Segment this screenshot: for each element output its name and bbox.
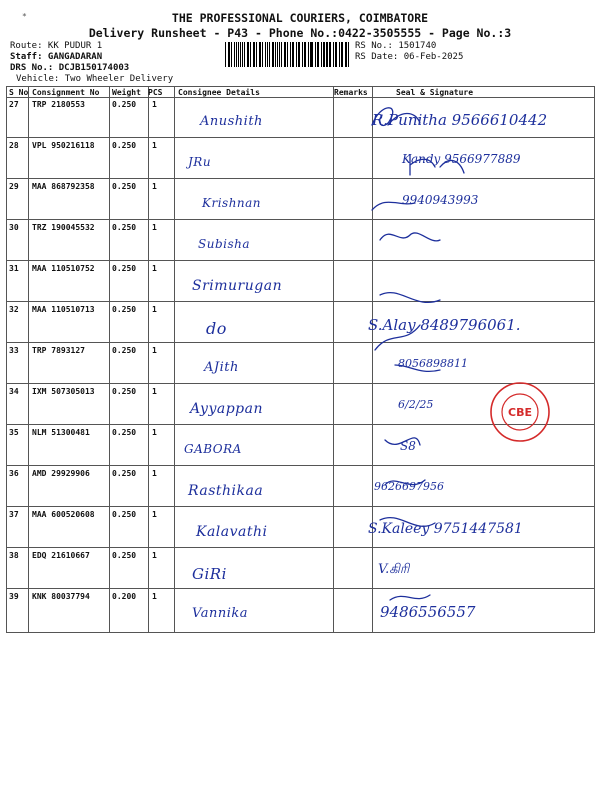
signature-scribbles bbox=[360, 95, 595, 635]
row-consignee-handwriting: Vannika bbox=[192, 606, 248, 621]
barcode-bar bbox=[311, 42, 312, 67]
row-pcs: 1 bbox=[152, 469, 157, 478]
row-consignee-handwriting: Kalavathi bbox=[196, 524, 268, 540]
header-seal-signature: Seal & Signature bbox=[396, 88, 474, 97]
row-sno: 32 bbox=[9, 305, 19, 314]
row-signature-handwriting: Kandy 9566977889 bbox=[402, 152, 521, 166]
page-title: THE PROFESSIONAL COURIERS, COIMBATORE bbox=[171, 11, 429, 25]
row-consignee-handwriting: GABORA bbox=[184, 442, 242, 456]
row-signature-handwriting: S.Alay 8489796061. bbox=[368, 316, 521, 334]
barcode-bar bbox=[279, 42, 280, 67]
header-pcs: PCS bbox=[148, 88, 163, 97]
row-signature-handwriting: 9940943993 bbox=[402, 193, 479, 207]
row-consignee-handwriting: AJith bbox=[204, 360, 239, 375]
row-sno: 39 bbox=[9, 592, 19, 601]
barcode-bar bbox=[342, 42, 343, 67]
barcode-bar bbox=[275, 42, 276, 67]
row-weight: 0.250 bbox=[112, 264, 137, 273]
corner-mark: * bbox=[22, 12, 27, 21]
row-consignment-no: MAA 868792358 bbox=[32, 182, 95, 191]
row-signature-handwriting: S.Kaleey 9751447581 bbox=[368, 521, 523, 537]
row-signature-handwriting: 9486556557 bbox=[380, 603, 476, 621]
row-sno: 31 bbox=[9, 264, 19, 273]
seal-stamp bbox=[488, 380, 552, 444]
drs-label: DRS No.: DCJB150174003 bbox=[10, 63, 130, 73]
staff-label: Staff: GANGADARAN bbox=[10, 52, 103, 62]
row-consignee-handwriting: JRu bbox=[188, 155, 212, 169]
barcode-bar bbox=[265, 42, 266, 67]
page-subtitle: Delivery Runsheet - P43 - Phone No.:0422-3505555 - Page No.:3 bbox=[88, 26, 512, 40]
row-consignee-handwriting: Rasthikaa bbox=[188, 483, 264, 499]
row-pcs: 1 bbox=[152, 182, 157, 191]
row-weight: 0.250 bbox=[112, 223, 137, 232]
barcode-bar bbox=[242, 42, 243, 67]
barcode-bar bbox=[248, 42, 249, 67]
route-label: Route: KK PUDUR 1 bbox=[10, 41, 103, 51]
row-consignment-no: AMD 29929906 bbox=[32, 469, 90, 478]
barcode-bar bbox=[330, 42, 331, 67]
row-weight: 0.250 bbox=[112, 387, 137, 396]
row-sno: 30 bbox=[9, 223, 19, 232]
barcode-bar bbox=[260, 42, 261, 67]
barcode-bar bbox=[231, 42, 232, 67]
barcode-bar bbox=[287, 42, 288, 67]
row-consignee-handwriting: Subisha bbox=[198, 237, 251, 251]
row-signature-handwriting: 8056898811 bbox=[398, 357, 468, 370]
row-pcs: 1 bbox=[152, 141, 157, 150]
row-pcs: 1 bbox=[152, 305, 157, 314]
row-pcs: 1 bbox=[152, 387, 157, 396]
row-weight: 0.250 bbox=[112, 551, 137, 560]
row-sno: 37 bbox=[9, 510, 19, 519]
barcode-bar bbox=[315, 42, 316, 67]
stamp-text: CBE bbox=[508, 406, 532, 419]
header-sno: S No bbox=[9, 88, 29, 97]
row-weight: 0.250 bbox=[112, 469, 137, 478]
row-signature-handwriting: V.கிரி bbox=[378, 562, 410, 577]
row-signature-handwriting: 9626697956 bbox=[374, 480, 444, 493]
barcode-bar bbox=[305, 42, 306, 67]
row-pcs: 1 bbox=[152, 510, 157, 519]
rs-date-label: RS Date: 06-Feb-2025 bbox=[355, 52, 464, 62]
row-consignee-handwriting: Anushith bbox=[200, 114, 263, 129]
row-sno: 33 bbox=[9, 346, 19, 355]
row-pcs: 1 bbox=[152, 346, 157, 355]
barcode bbox=[225, 42, 349, 67]
row-sno: 34 bbox=[9, 387, 19, 396]
row-consignment-no: TRP 7893127 bbox=[32, 346, 85, 355]
row-pcs: 1 bbox=[152, 223, 157, 232]
row-weight: 0.250 bbox=[112, 428, 137, 437]
row-consignment-no: MAA 110510713 bbox=[32, 305, 95, 314]
row-weight: 0.250 bbox=[112, 346, 137, 355]
row-pcs: 1 bbox=[152, 551, 157, 560]
barcode-bar bbox=[225, 42, 226, 67]
row-consignment-no: TRZ 190045532 bbox=[32, 223, 95, 232]
row-sno: 27 bbox=[9, 100, 19, 109]
barcode-bar bbox=[234, 42, 235, 67]
row-consignment-no: MAA 110510752 bbox=[32, 264, 95, 273]
row-pcs: 1 bbox=[152, 264, 157, 273]
row-sno: 28 bbox=[9, 141, 19, 150]
row-consignment-no: KNK 80037794 bbox=[32, 592, 90, 601]
header-weight: Weight bbox=[112, 88, 141, 97]
row-consignment-no: NLM 51300481 bbox=[32, 428, 90, 437]
rs-no-label: RS No.: 1501740 bbox=[355, 41, 437, 51]
row-consignment-no: TRP 2180553 bbox=[32, 100, 85, 109]
row-signature-handwriting: R.Punitha 9566610442 bbox=[372, 111, 548, 129]
barcode-bar bbox=[244, 42, 245, 67]
row-weight: 0.200 bbox=[112, 592, 137, 601]
row-sno: 29 bbox=[9, 182, 19, 191]
header-consignment: Consignment No bbox=[32, 88, 100, 97]
vehicle-label: Vehicle: Two Wheeler Delivery bbox=[16, 74, 174, 84]
row-consignee-handwriting: GiRi bbox=[192, 565, 227, 583]
row-consignment-no: VPL 950216118 bbox=[32, 141, 95, 150]
header-consignee: Consignee Details bbox=[178, 88, 260, 97]
row-consignee-handwriting: Krishnan bbox=[202, 196, 262, 210]
row-sno: 35 bbox=[9, 428, 19, 437]
barcode-bar bbox=[296, 42, 297, 67]
row-weight: 0.250 bbox=[112, 100, 137, 109]
row-consignment-no: IXM 507305013 bbox=[32, 387, 95, 396]
barcode-bar bbox=[254, 42, 255, 67]
row-weight: 0.250 bbox=[112, 141, 137, 150]
row-weight: 0.250 bbox=[112, 182, 137, 191]
row-consignment-no: MAA 600520608 bbox=[32, 510, 95, 519]
barcode-bar bbox=[336, 42, 337, 67]
barcode-bar bbox=[321, 42, 322, 67]
row-pcs: 1 bbox=[152, 592, 157, 601]
barcode-bar bbox=[285, 42, 286, 67]
row-consignment-no: EDQ 21610667 bbox=[32, 551, 90, 560]
row-signature-handwriting: S8 bbox=[400, 439, 416, 453]
barcode-bar bbox=[299, 42, 300, 67]
row-weight: 0.250 bbox=[112, 305, 137, 314]
barcode-bar bbox=[267, 42, 268, 67]
row-pcs: 1 bbox=[152, 100, 157, 109]
row-consignee-handwriting: Srimurugan bbox=[192, 278, 283, 294]
row-consignee-handwriting: do bbox=[206, 319, 227, 338]
row-signature-handwriting: 6/2/25 bbox=[398, 398, 434, 411]
row-pcs: 1 bbox=[152, 428, 157, 437]
row-consignee-handwriting: Ayyappan bbox=[190, 401, 263, 417]
header-remarks: Remarks bbox=[334, 88, 368, 97]
row-sno: 38 bbox=[9, 551, 19, 560]
barcode-bar bbox=[326, 42, 327, 67]
row-sno: 36 bbox=[9, 469, 19, 478]
barcode-bar bbox=[345, 42, 346, 67]
row-weight: 0.250 bbox=[112, 510, 137, 519]
